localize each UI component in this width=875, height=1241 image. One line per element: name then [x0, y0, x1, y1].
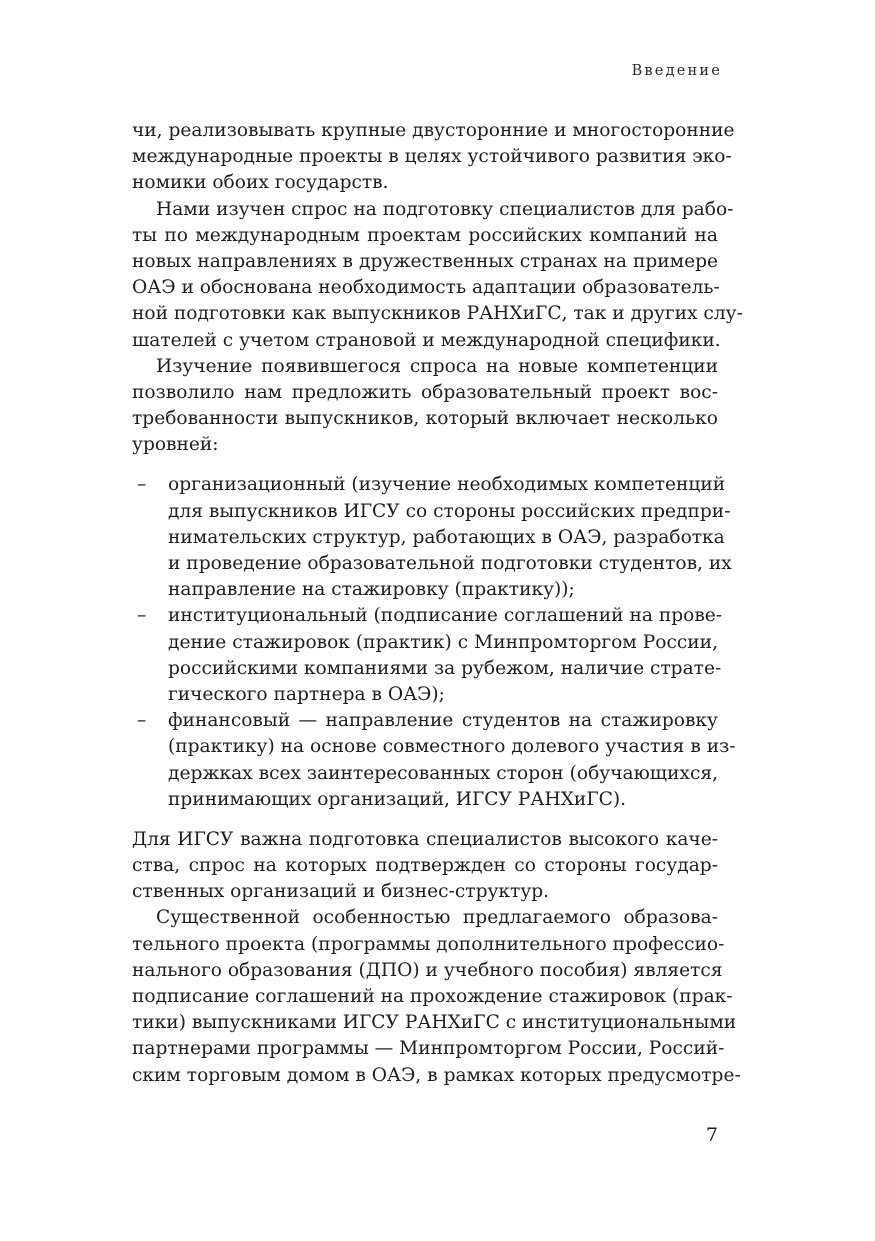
text-line: держках всех заинтересованных сторон (обучающихся, — [168, 762, 718, 784]
text-line: российскими компаниями за рубежом, наличие страте- — [168, 657, 722, 679]
text-line: позволило нам предложить образовательный проект вос- — [132, 381, 718, 403]
spacer — [132, 813, 718, 827]
text-line: гического партнера в ОАЭ); — [168, 683, 445, 705]
text-line: нального образования (ДПО) и учебного пособия) является — [132, 959, 723, 981]
dash-marker: – — [137, 605, 147, 627]
list-item — [132, 603, 723, 708]
text-line: финансовый — направление студентов на стажировку — [168, 710, 718, 732]
text-line: организационный (изучение необходимых компетенций — [168, 474, 726, 496]
spacer — [132, 458, 718, 472]
text-line: ОАЭ и обоснована необходимость адаптации образователь- — [132, 277, 720, 299]
bullet-list — [132, 472, 736, 812]
text-line: ты по международным проектам российских компаний на — [132, 224, 718, 246]
text-line: ной подготовки как выпускников РАНХиГС, так и других слу- — [132, 303, 743, 325]
dash-marker: – — [137, 710, 147, 732]
text-line: ским торговым домом в ОАЭ, в рамках которых предусмотре- — [132, 1064, 741, 1086]
paragraph — [132, 827, 718, 906]
text-line: требованности выпускников, который включает несколько — [132, 408, 718, 430]
list-item — [132, 472, 732, 603]
text-line: Существенной особенностью предлагаемого образова- — [156, 907, 718, 929]
text-line: уровней: — [132, 434, 219, 456]
text-line: шателей с учетом страновой и международной специфики. — [132, 329, 721, 351]
dash-marker: – — [137, 474, 147, 496]
text-line: тики) выпускниками ИГСУ РАНХиГС с институциональными — [132, 1012, 737, 1034]
text-line: и проведение образовательной подготовки студентов, их — [168, 553, 732, 574]
text-line: направление на стажировку (практику)); — [168, 579, 575, 601]
text-line: ства, спрос на которых подтвержден со стороны государ- — [132, 855, 718, 877]
text-line: нимательских структур, работающих в ОАЭ, разработка — [168, 526, 725, 548]
text-line: тельного проекта (программы дополнительного профессио- — [132, 933, 725, 955]
text-line: принимающих организаций, ИГСУ РАНХиГС). — [168, 788, 627, 810]
text-line: (практику) на основе совместного долевого участия в из- — [168, 736, 736, 758]
text-line: Нами изучен спрос на подготовку специалистов для рабо- — [156, 198, 734, 220]
text-line: подписание соглашений на прохождение стажировок (прак- — [132, 986, 733, 1007]
paragraph — [132, 905, 741, 1088]
running-header: Введение — [631, 63, 722, 79]
text-line: институциональный (подписание соглашений на прове- — [168, 605, 723, 627]
paragraph — [132, 354, 718, 459]
text-line: номики обоих государств. — [132, 172, 389, 194]
paragraph — [132, 197, 743, 354]
text-line: дение стажировок (практик) с Минпромторгом России, — [168, 631, 718, 653]
text-line: ственных организаций и бизнес-структур. — [132, 881, 550, 903]
body-text — [132, 118, 743, 1089]
text-line: для выпускников ИГСУ со стороны российских предпри- — [168, 500, 731, 522]
text-line: Для ИГСУ важна подготовка специалистов высокого каче- — [132, 828, 718, 850]
text-line: Изучение появившегося спроса на новые компетенции — [156, 355, 718, 377]
text-line: международные проекты в целях устойчивого развития эко- — [132, 146, 732, 168]
text-line: новых направлениях в дружественных странах на примере — [132, 250, 718, 272]
list-item — [132, 708, 736, 813]
page-number: 7 — [705, 1124, 718, 1146]
paragraph — [132, 118, 735, 197]
text-line: партнерами программы — Минпромторгом России, Россий- — [132, 1038, 725, 1060]
text-line: чи, реализовывать крупные двусторонние и многосторонние — [132, 120, 735, 141]
